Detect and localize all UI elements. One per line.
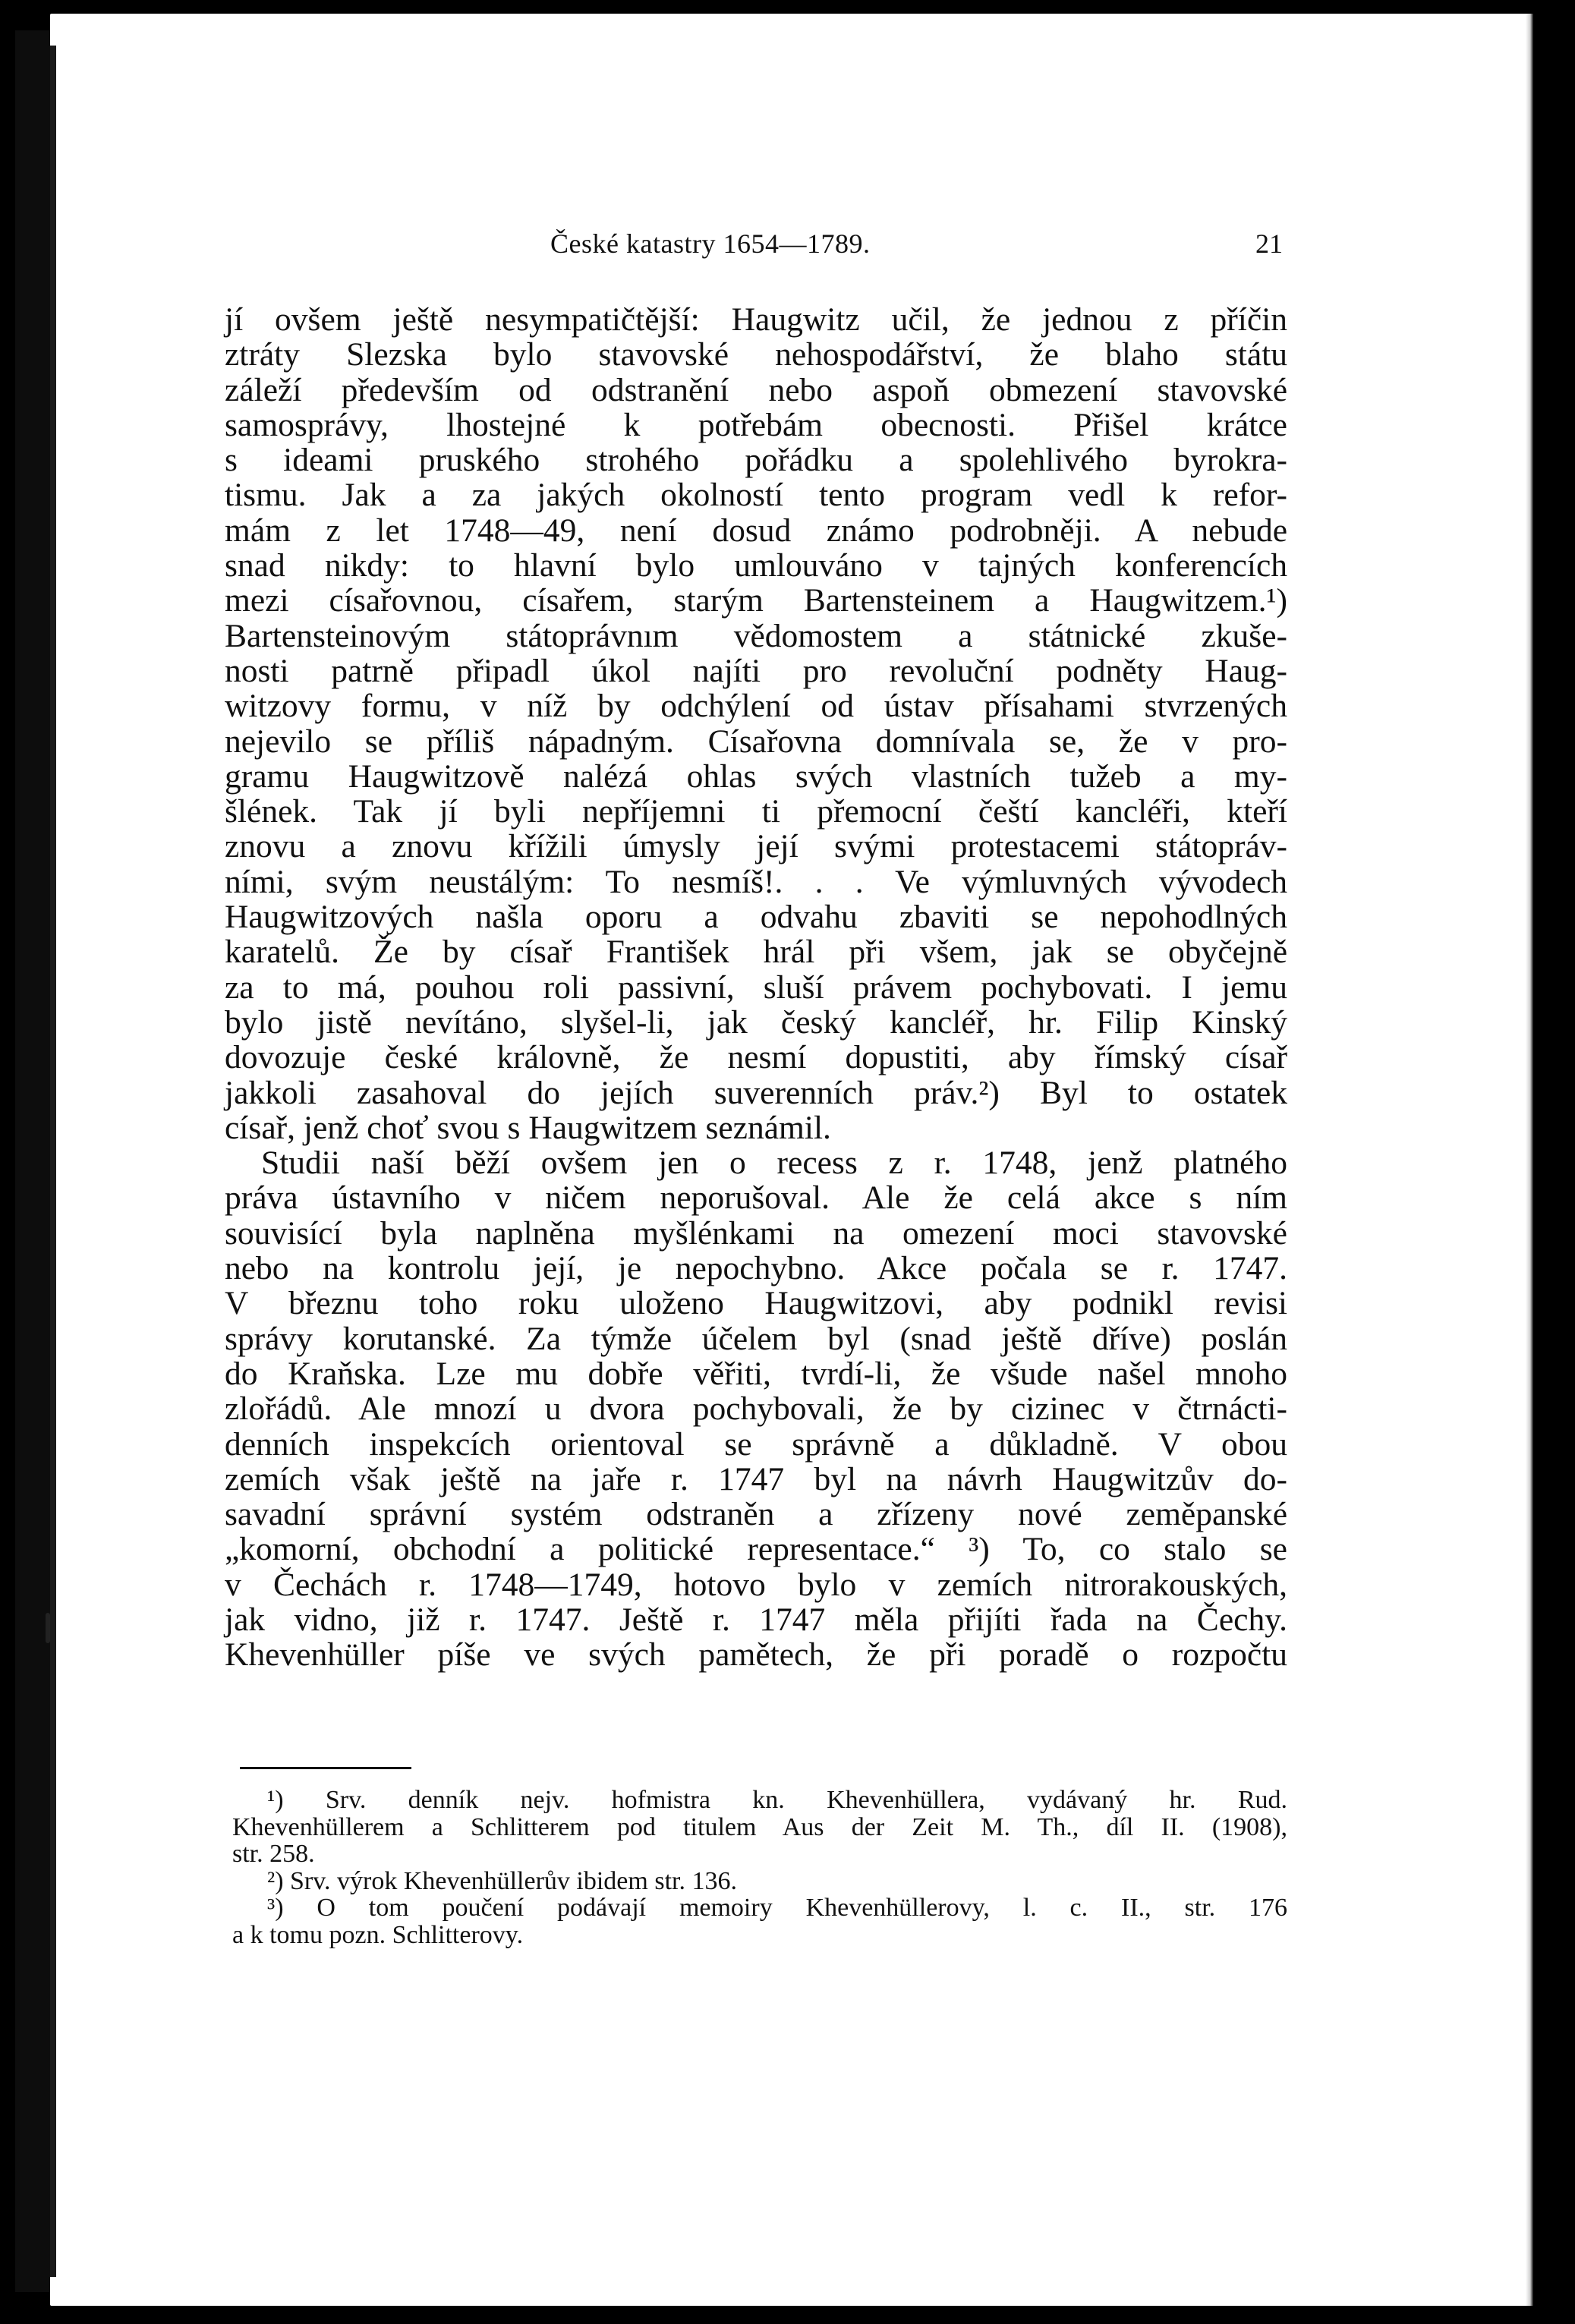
footnote-line: ³) O tom poučení podávají memoiry Khevenhüllerovy, l. c. II., str. 176 — [267, 1894, 1287, 1922]
margin-mark — [46, 1613, 50, 1643]
text-line: Studii naší běží ovšem jen o recess z r. 1748, jenž platného — [261, 1145, 1287, 1182]
footnotes — [232, 1787, 1287, 1948]
running-title: České katastry 1654—1789. — [550, 228, 871, 259]
text-line: v Čechách r. 1748—1749, hotovo bylo v zemích nitrorakouských, — [225, 1566, 1287, 1603]
book-spine-edge — [50, 46, 56, 2277]
page-number: 21 — [1255, 228, 1283, 259]
footnote-line: Khevenhüllerem a Schlitterem pod titulem Aus der Zeit M. Th., díl II. (1908), — [232, 1812, 1287, 1841]
text-line: jakkoli zasahoval do jejích suverenních práv.²) Byl to ostatek — [225, 1074, 1287, 1111]
text-line: znovu a znovu křížili úmysly její svými protestacemi státopráv- — [225, 828, 1287, 865]
text-line: do Kraňska. Lze mu dobře věřiti, tvrdí-li, že všude našel mnoho — [225, 1355, 1287, 1392]
text-line: Khevenhüller píše ve svých pamětech, že při poradě o rozpočtu — [225, 1636, 1287, 1674]
text-line: císař, jenž choť svou s Haugwitzem seznámil. — [225, 1109, 831, 1146]
text-line: s ideami pruského strohého pořádku a spolehlivého byrokra- — [225, 442, 1287, 479]
text-line: mám z let 1748—49, není dosud známo podrobněji. A nebude — [225, 512, 1287, 549]
text-line: za to má, pouhou roli passivní, sluší právem pochybovati. I jemu — [225, 968, 1287, 1006]
text-line: Haugwitzových našla oporu a odvahu zbaviti se nepohodlných — [225, 899, 1287, 936]
footnote-divider — [240, 1767, 411, 1769]
text-line: savadní správní systém odstraněn a zřízeny nové zeměpanské — [225, 1496, 1287, 1533]
footnote-line: ²) Srv. výrok Khevenhüllerův ibidem str. 136. — [267, 1866, 737, 1895]
text-line: snad nikdy: to hlavní bylo umlouváno v tajných konferencích — [225, 547, 1287, 584]
text-line: práva ústavního v ničem neporušoval. Ale že celá akce s ním — [225, 1179, 1287, 1217]
text-line: Bartensteinovým státoprávnım vědomostem a státnické zkuše- — [225, 617, 1287, 654]
text-line: ztráty Slezska bylo stavovské nehospodářství, že blaho státu — [225, 336, 1287, 373]
book-spine-shadow — [15, 30, 50, 2292]
text-line: karatelů. Že by císař František hrál při všem, jak se obyčejně — [225, 934, 1287, 971]
text-line: nejevilo se příliš nápadným. Císařovna domnívala se, že v pro- — [225, 723, 1287, 760]
text-line: gramu Haugwitzově nalézá ohlas svých vlastních tužeb a my- — [225, 757, 1287, 795]
text-line: jak vidno, již r. 1747. Ještě r. 1747 měla přijíti řada na Čechy. — [225, 1601, 1287, 1638]
text-line: „komorní, obchodní a politické representace.“ ³) To, co stalo se — [225, 1531, 1287, 1568]
running-head — [228, 228, 1283, 273]
text-line: nosti patrně připadl úkol najíti pro revoluční podněty Haug- — [225, 652, 1287, 689]
footnote-line: ¹) Srv. denník nejv. hofmistra kn. Khevenhüllera, vydávaný hr. Rud. — [267, 1786, 1287, 1814]
text-line: dovozuje české královně, že nesmí dopustiti, aby římský císař — [225, 1039, 1287, 1076]
body-text — [225, 302, 1287, 1673]
text-line: V březnu toho roku uloženo Haugwitzovi, aby podnikl revisi — [225, 1285, 1287, 1322]
text-line: záleží především od odstranění nebo aspoň obmezení stavovské — [225, 371, 1287, 408]
text-line: zemích však ještě na jaře r. 1747 byl na návrh Haugwitzův do- — [225, 1460, 1287, 1497]
text-line: denních inspekcích orientoval se správně a důkladně. V obou — [225, 1425, 1287, 1463]
text-line: bylo jistě nevítáno, slyšel-li, jak český kancléř, hr. Filip Kinský — [225, 1003, 1287, 1041]
text-line: tismu. Jak a za jakých okolností tento program vedl k refor- — [225, 477, 1287, 514]
text-line: ními, svým neustálým: To nesmíš!. . . Ve výmluvných vývodech — [225, 863, 1287, 900]
text-line: správy korutanské. Za týmže účelem byl (snad ještě dříve) poslán — [225, 1320, 1287, 1357]
footnote-line: str. 258. — [232, 1840, 315, 1868]
text-line: nebo na kontrolu její, je nepochybno. Akce počala se r. 1747. — [225, 1250, 1287, 1287]
text-line: mezi císařovnou, císařem, starým Bartensteinem a Haugwitzem.¹) — [225, 582, 1287, 619]
footnote-line: a k tomu pozn. Schlitterovy. — [232, 1920, 524, 1949]
text-line: witzovy formu, v níž by odchýlení od ústav přísahami stvrzených — [225, 688, 1287, 725]
text-line: šlének. Tak jí byli nepříjemni ti přemocní čeští kancléři, kteří — [225, 793, 1287, 830]
text-line: jí ovšem ještě nesympatičtější: Haugwitz učil, že jednou z příčin — [225, 301, 1287, 338]
text-line: souvisící byla naplněna myšlénkami na omezení moci stavovské — [225, 1214, 1287, 1252]
page-right-edge — [1526, 14, 1533, 2306]
text-line: zlořádů. Ale mnozí u dvora pochybovali, že by cizinec v čtrnácti- — [225, 1390, 1287, 1428]
text-line: samosprávy, lhostejné k potřebám obecnosti. Přišel krátce — [225, 406, 1287, 443]
